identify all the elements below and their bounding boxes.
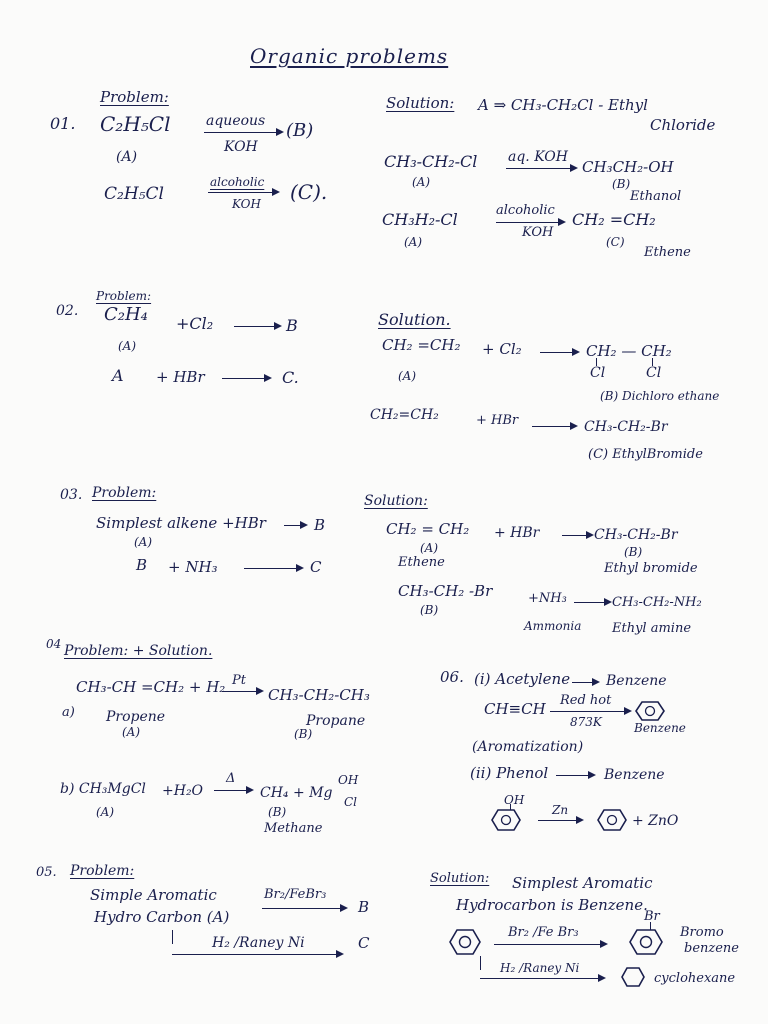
p5-bromo-name-2: benzene: [684, 941, 739, 956]
p1-r1-arrow: [506, 168, 576, 169]
p4-eq2-cl: Cl: [344, 795, 358, 809]
p3-r1-label: (A): [420, 541, 439, 555]
p4-eq1-arrow: [222, 691, 262, 692]
p5-cyclohexane-name: cyclohexane: [654, 971, 736, 986]
p2-r1-label: (A): [398, 369, 417, 383]
p2-r2-arrow: [532, 426, 576, 427]
p5-sol-arrow-2: [480, 978, 604, 979]
p4-eq2-product: CH₄ + Mg: [260, 785, 333, 801]
p6-number: 06.: [440, 668, 464, 686]
p6-aromatization: (Aromatization): [472, 739, 584, 755]
p3-product-c: C: [310, 558, 322, 576]
p4-eq1-catalyst: Pt: [232, 673, 246, 688]
p4-eq2-label-a: (A): [96, 805, 115, 819]
p5-heading: Problem:: [70, 863, 135, 879]
p5-product-c: C: [358, 934, 370, 952]
p3-r1-product: CH₃-CH₂-Br: [594, 527, 678, 543]
p6-phenol-ring: [490, 808, 522, 832]
p1-arrow-1: [204, 132, 282, 133]
p6-arrow-zn: [538, 820, 582, 821]
p5-product-b: B: [358, 898, 370, 916]
p2-solution-heading: Solution.: [378, 310, 451, 329]
p6-part-i: (i) Acetylene: [474, 670, 571, 688]
p2-r1-cl-1: Cl: [590, 365, 606, 381]
p4-a-marker: a): [62, 705, 75, 720]
p5-line1: Simple Aromatic: [90, 886, 217, 904]
p5-solution-line2: Hydrocarbon is Benzene.: [456, 896, 648, 914]
p4-eq2-arrow: [214, 790, 252, 791]
p2-r1-plus: + Cl₂: [482, 340, 522, 358]
p1-r2-cond-bottom: KOH: [522, 225, 554, 240]
p3-r1-reactant: CH₂ = CH₂: [386, 520, 470, 538]
p6-product-ring: [596, 808, 628, 832]
p4-eq1-product: CH₃-CH₂-CH₃: [268, 686, 370, 704]
p2-product-b: B: [286, 316, 298, 335]
p1-number: 01.: [50, 114, 76, 133]
p3-r2-product-name: Ethyl amine: [612, 621, 692, 636]
p2-r2-product-name: (C) EthylBromide: [588, 447, 703, 462]
p5-sol-arrow-1: [494, 944, 606, 945]
p1-cond1-top: aqueous: [206, 113, 266, 129]
p4-heading: Problem: + Solution.: [64, 643, 213, 659]
p1-r2-product-label: (C): [606, 235, 625, 249]
p4-number: 04: [46, 637, 62, 651]
p2-product-c: C.: [282, 368, 299, 387]
p5-reagent-2: H₂ /Raney Ni: [212, 935, 305, 951]
p3-heading: Problem:: [92, 485, 157, 501]
p2-number: 02.: [56, 303, 79, 319]
p1-r2-product: CH₂ =CH₂: [572, 210, 656, 229]
p5-sol-reagent-2: H₂ /Raney Ni: [500, 961, 580, 975]
p6-oh: OH: [504, 793, 525, 807]
p1-heading: Problem:: [100, 88, 169, 106]
page-title: Organic problems: [250, 44, 449, 68]
p3-line2-nh3: + NH₃: [168, 558, 218, 576]
p3-label-a: (A): [134, 535, 153, 549]
p6-acetylene-formula: CH≡CH: [484, 700, 546, 718]
p5-number: 05.: [36, 865, 57, 880]
p3-r2-reactant: CH₃-CH₂ -Br: [398, 582, 493, 600]
p3-r1-plus: + HBr: [494, 525, 540, 541]
p3-r1-name: Ethene: [398, 555, 445, 570]
p6-zno: + ZnO: [632, 813, 679, 829]
p6-arrow-ii: [556, 775, 594, 776]
p2-heading: Problem:: [96, 289, 152, 303]
p3-line1: Simplest alkene +HBr: [96, 514, 266, 532]
p5-sol-branch-line: [480, 956, 481, 970]
p1-r1-product-label: (B): [612, 177, 631, 191]
p5-solution-line1: Simplest Aromatic: [512, 874, 653, 892]
p3-solution-heading: Solution:: [364, 493, 428, 509]
p2-arrow-1: [234, 326, 280, 327]
p4-eq2-oh: OH: [338, 773, 359, 787]
p2-r1-product-name: (B) Dichloro ethane: [600, 389, 720, 403]
p3-number: 03.: [60, 487, 83, 503]
p4-eq1-reactants: CH₃-CH =CH₂ + H₂: [76, 678, 226, 696]
p4-product-name1: Propane: [306, 713, 366, 729]
p1-reactant: C₂H₅Cl: [100, 112, 171, 136]
p4-eq2-plus: +H₂O: [162, 783, 204, 799]
p1-r2-cond-top: alcoholic: [496, 203, 555, 218]
p2-r1-cl-2: Cl: [646, 365, 662, 381]
p3-r2-ammonia: Ammonia: [524, 619, 582, 633]
p5-bromo-name-1: Bromo: [680, 925, 724, 940]
p6-benzene-i: Benzene: [606, 673, 667, 689]
p3-r2-label: (B): [420, 603, 439, 617]
p1-r2-product-name: Ethene: [644, 245, 691, 260]
p4-eq2-label-b: (B): [268, 805, 287, 819]
p6-cond-top: Red hot: [560, 693, 612, 708]
p5-line2: Hydro Carbon (A): [94, 908, 230, 926]
p5-arrow-2: [172, 954, 342, 955]
p1-arrow-2: [208, 192, 278, 193]
p2-reactant-label: (A): [118, 339, 137, 353]
p6-arrow-eq: [550, 711, 630, 712]
p6-cond-bottom: 873K: [570, 715, 602, 729]
p3-r2-product: CH₃-CH₂-NH₂: [612, 595, 702, 610]
p1-cond1-bottom: KOH: [224, 139, 258, 155]
p5-sol-reagent-1: Br₂ /Fe Br₃: [508, 925, 579, 940]
p4-product-name1-label: (B): [294, 727, 313, 741]
p2-r2-product: CH₃-CH₂-Br: [584, 419, 668, 435]
p5-reagent-1: Br₂/FeBr₃: [264, 887, 327, 902]
p1-reactant-label: (A): [116, 149, 138, 165]
p3-r1-product-name: Ethyl bromide: [604, 561, 698, 576]
p6-arrow-i: [572, 682, 598, 683]
p1-r1-label: (A): [412, 175, 431, 189]
p2-r2-reactant: CH₂=CH₂: [370, 407, 439, 423]
p6-benzene-label: Benzene: [634, 721, 686, 735]
p1-cond2-top: alcoholic: [210, 175, 265, 189]
p1-solution-heading: Solution:: [386, 94, 455, 112]
p2-plus-cl2: +Cl₂: [176, 314, 214, 333]
p1-r1-product: CH₃CH₂-OH: [582, 158, 674, 176]
p2-r1-product: CH₂ — CH₂: [586, 342, 672, 360]
p5-branch-line: [172, 930, 173, 944]
p5-solution-heading: Solution:: [430, 871, 490, 886]
p3-line2-b: B: [136, 556, 148, 574]
p1-r1-condition: aq. KOH: [508, 149, 568, 165]
p3-r1-product-label: (B): [624, 545, 643, 559]
p2-r1-reactant: CH₂ =CH₂: [382, 336, 461, 354]
p3-arrow-1: [284, 525, 306, 526]
p4-eq2-heat: Δ: [226, 771, 236, 786]
p1-reactant-2: C₂H₅Cl: [104, 184, 164, 204]
p6-benzene-ring: [634, 700, 666, 722]
p1-r1-product-name: Ethanol: [630, 189, 682, 204]
p6-part-ii: (ii) Phenol: [470, 764, 549, 782]
p2-r1-arrow: [540, 352, 578, 353]
p3-r2-plus: +NH₃: [528, 591, 567, 606]
p1-r2-reactant: CH₃H₂-Cl: [382, 210, 458, 229]
p2-a: A: [112, 366, 124, 385]
p2-r2-plus: + HBr: [476, 413, 519, 428]
p1-solution-line: A ⇒ CH₃-CH₂Cl - Ethyl: [478, 96, 648, 114]
p1-r1-reactant: CH₃-CH₂-Cl: [384, 152, 478, 171]
p3-r2-arrow: [574, 602, 610, 603]
p5-arrow-1: [262, 908, 346, 909]
p4-eq2-reactant: b) CH₃MgCl: [60, 781, 146, 797]
p1-cond2-bottom: KOH: [232, 197, 261, 211]
p2-reactant: C₂H₄: [104, 304, 148, 325]
p4-eq2-product-name: Methane: [264, 821, 323, 836]
p2-hbr: + HBr: [156, 368, 205, 386]
p1-product-b: (B): [286, 120, 314, 141]
p6-benzene-ii: Benzene: [604, 767, 665, 783]
p5-benzene-ring: [448, 928, 482, 956]
p2-arrow-2: [222, 378, 270, 379]
p1-r2-arrow: [496, 222, 564, 223]
p6-zn: Zn: [552, 803, 569, 817]
p4-name1-label: (A): [122, 725, 141, 739]
p1-r2-label: (A): [404, 235, 423, 249]
p3-r1-arrow: [562, 535, 592, 536]
p4-name1: Propene: [106, 709, 166, 725]
p1-product-c: (C).: [290, 180, 328, 204]
p3-arrow-2: [244, 568, 302, 569]
p1-solution-line2: Chloride: [650, 116, 716, 134]
p5-bromobenzene-ring: [628, 928, 664, 956]
p3-product-b: B: [314, 516, 326, 534]
p5-cyclohexane-ring: [620, 966, 646, 988]
p5-bromo-substituent: Br: [644, 909, 660, 924]
